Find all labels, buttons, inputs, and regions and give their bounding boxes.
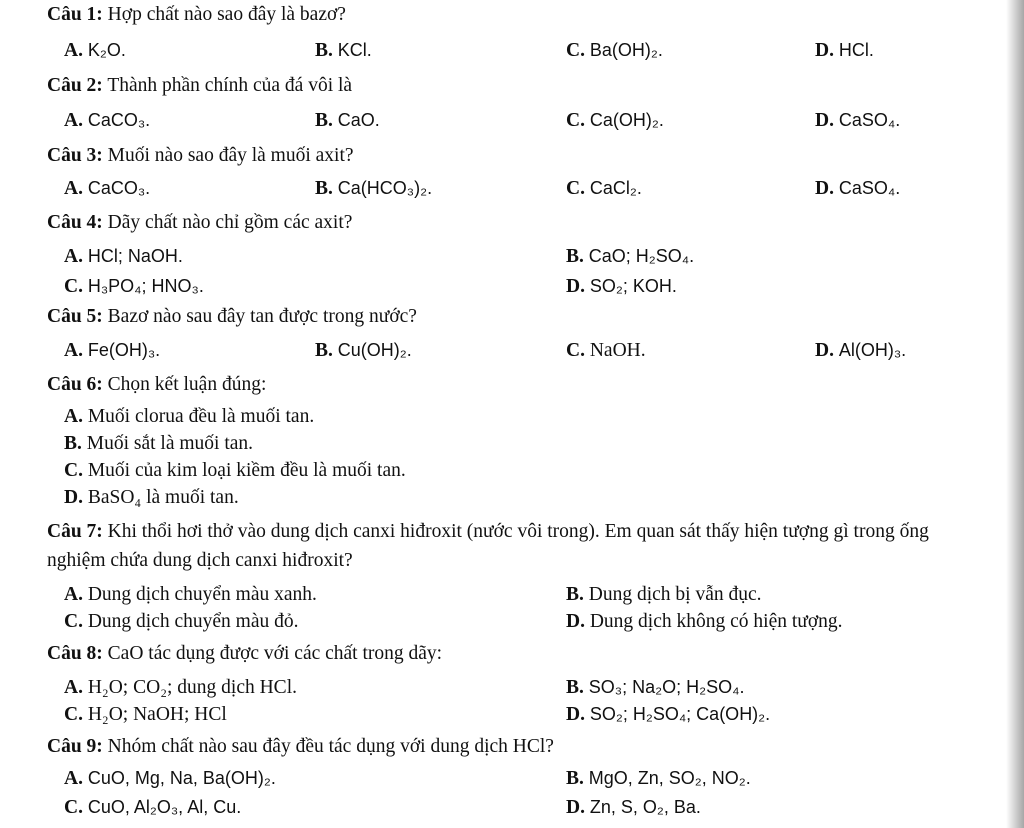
option-8d: D. SO₂; H₂SO₄; Ca(OH)₂. xyxy=(566,704,771,725)
question-label: Câu 2: xyxy=(47,75,103,96)
question-label: Câu 4: xyxy=(47,212,103,233)
option-6c: C. Muối của kim loại kiềm đều là muối tan. xyxy=(64,460,406,481)
option-8a: A. H₂O; CO₂; dung dịch HCl. xyxy=(64,677,297,698)
option-2c: C. Ca(OH)₂. xyxy=(566,110,664,131)
option-8c: C. H₂O; NaOH; HCl xyxy=(64,704,227,725)
option-8b: B. SO₃; Na₂O; H₂SO₄. xyxy=(566,677,745,698)
option-5a: A. Fe(OH)₃. xyxy=(64,340,161,361)
option-7d: D. Dung dịch không có hiện tượng. xyxy=(566,611,843,632)
option-4a: A. HCl; NaOH. xyxy=(64,246,183,267)
question-8 xyxy=(47,643,984,665)
question-3 xyxy=(47,145,984,167)
option-1b: B. KCl. xyxy=(315,40,372,61)
option-5b: B. Cu(OH)₂. xyxy=(315,340,412,361)
question-text: Thành phần chính của đá vôi là xyxy=(107,75,353,96)
option-5d: D. Al(OH)₃. xyxy=(815,340,907,361)
question-text: CaO tác dụng được với các chất trong dãy: xyxy=(107,643,443,664)
question-6 xyxy=(47,374,984,396)
question-text: Khi thổi hơi thở vào dung dịch canxi hiđroxit (nước vôi trong). Em quan sát thấy hiện tượng gì trong ống nghiệm chứa dung dịch canxi hiđroxit? xyxy=(47,521,929,571)
question-label: Câu 6: xyxy=(47,374,103,395)
question-label: Câu 9: xyxy=(47,736,103,757)
question-5 xyxy=(47,306,984,328)
question-text: Nhóm chất nào sau đây đều tác dụng với dung dịch HCl? xyxy=(107,736,554,757)
question-2 xyxy=(47,75,984,97)
question-7 xyxy=(47,517,964,575)
option-7b: B. Dung dịch bị vẫn đục. xyxy=(566,584,762,605)
option-1c: C. Ba(OH)₂. xyxy=(566,40,663,61)
option-9c: C. CuO, Al₂O₃, Al, Cu. xyxy=(64,797,242,818)
option-2d: D. CaSO₄. xyxy=(815,110,901,131)
question-9 xyxy=(47,736,984,758)
option-6b: B. Muối sắt là muối tan. xyxy=(64,433,254,454)
question-text: Bazơ nào sau đây tan được trong nước? xyxy=(107,306,417,327)
question-label: Câu 5: xyxy=(47,306,103,327)
question-1 xyxy=(47,4,984,26)
option-3a: A. CaCO₃. xyxy=(64,178,151,199)
question-text: Muối nào sao đây là muối axit? xyxy=(107,145,354,166)
option-6a: A. Muối clorua đều là muối tan. xyxy=(64,406,315,427)
page-edge-shadow xyxy=(1006,0,1024,828)
option-2b: B. CaO. xyxy=(315,110,380,131)
option-7c: C. Dung dịch chuyển màu đỏ. xyxy=(64,611,299,632)
question-text: Dãy chất nào chỉ gồm các axit? xyxy=(107,212,353,233)
option-4c: C. H₃PO₄; HNO₃. xyxy=(64,276,204,297)
question-label: Câu 3: xyxy=(47,145,103,166)
option-5c: C. NaOH. xyxy=(566,340,646,361)
option-2a: A. CaCO₃. xyxy=(64,110,151,131)
option-1a: A. K₂O. xyxy=(64,40,126,61)
question-text: Hợp chất nào sao đây là bazơ? xyxy=(107,4,346,25)
option-9b: B. MgO, Zn, SO₂, NO₂. xyxy=(566,768,751,789)
question-label: Câu 1: xyxy=(47,4,103,25)
option-9d: D. Zn, S, O₂, Ba. xyxy=(566,797,701,818)
option-4b: B. CaO; H₂SO₄. xyxy=(566,246,695,267)
question-label: Câu 7: xyxy=(47,521,103,542)
option-4d: D. SO₂; KOH. xyxy=(566,276,677,297)
option-9a: A. CuO, Mg, Na, Ba(OH)₂. xyxy=(64,768,276,789)
option-3c: C. CaCl₂. xyxy=(566,178,642,199)
option-3b: B. Ca(HCO₃)₂. xyxy=(315,178,433,199)
question-label: Câu 8: xyxy=(47,643,103,664)
option-3d: D. CaSO₄. xyxy=(815,178,901,199)
question-text: Chọn kết luận đúng: xyxy=(107,374,267,395)
option-1d: D. HCl. xyxy=(815,40,874,61)
option-7a: A. Dung dịch chuyển màu xanh. xyxy=(64,584,317,605)
question-4 xyxy=(47,212,984,234)
option-6d: D. BaSO₄ là muối tan. xyxy=(64,487,239,508)
